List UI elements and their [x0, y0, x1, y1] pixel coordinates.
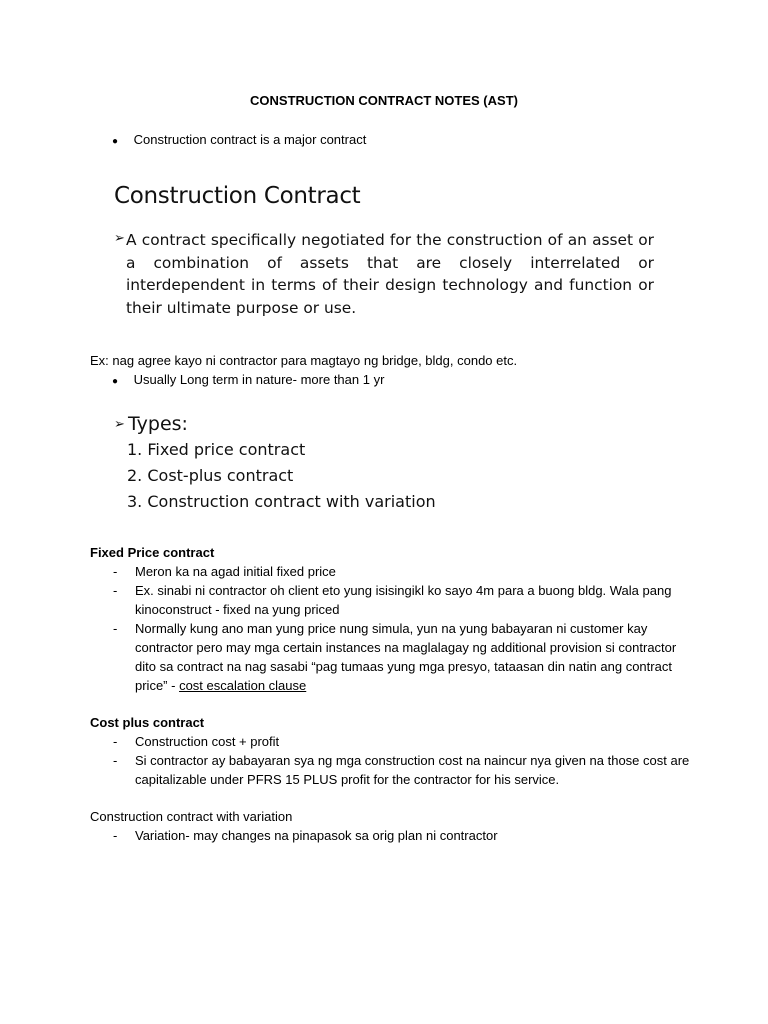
- dash-list: [90, 562, 690, 695]
- dash-list: [90, 732, 690, 789]
- list-item-text: Si contractor ay babayaran sya ng mga construction cost na naincur nya given na those cost are capitalizable under PFRS 15 PLUS profit for the contractor for his service.: [135, 753, 690, 787]
- section-title: Construction contract with variation: [90, 809, 293, 824]
- list-item: [90, 581, 690, 619]
- section-title: Fixed Price contract: [90, 545, 215, 560]
- list-item-text: Construction cost + profit: [135, 734, 280, 749]
- types-list: [114, 437, 534, 515]
- example-text: Ex: nag agree kayo ni contractor para magtayo ng bridge, bldg, condo etc.: [90, 353, 518, 368]
- fixed-price-section: [90, 543, 690, 695]
- list-item-text: Ex. sinabi ni contractor oh client eto yung isisingikl ko sayo 4m para a buong bldg. Wala pang kinoconstruct - fixed na yung priced: [135, 583, 672, 617]
- intro-bullet-text: Construction contract is a major contract: [133, 132, 367, 147]
- definition-point: [114, 229, 654, 319]
- document-title: CONSTRUCTION CONTRACT NOTES (AST): [250, 93, 518, 108]
- bullet-dot: ●: [112, 376, 119, 387]
- list-item: [90, 826, 690, 845]
- list-item: [90, 562, 690, 581]
- list-item-text: Variation- may changes na pinapasok sa orig plan ni contractor: [135, 828, 498, 843]
- cost-escalation-clause: cost escalation clause: [179, 678, 307, 693]
- dash-marker: -: [113, 621, 118, 636]
- types-list-item: 2. Cost-plus contract: [127, 466, 294, 485]
- example-bullet-item: [112, 370, 384, 391]
- types-slide: [114, 413, 534, 515]
- intro-bullet-item: [112, 130, 366, 151]
- example-bullet-text: Usually Long term in nature- more than 1 yr: [133, 372, 385, 387]
- types-list-item: 3. Construction contract with variation: [127, 492, 436, 511]
- list-item: [90, 619, 690, 695]
- cost-plus-section: [90, 713, 690, 789]
- types-heading: Types:: [128, 413, 188, 435]
- dash-marker: -: [113, 828, 118, 843]
- arrow-bullet-icon: ➢: [114, 417, 125, 432]
- slide-heading: Construction Contract: [114, 183, 361, 209]
- definition-text: A contract specifically negotiated for the construction of an asset or a combination of assets that are closely interrelated or interdependent in terms of their design technology and function or their ultimate purpose or use.: [126, 231, 654, 317]
- list-item-text: Meron ka na agad initial fixed price: [135, 564, 336, 579]
- dash-marker: -: [113, 564, 118, 579]
- list-item-text: Normally kung ano man yung price nung simula, yun na yung babayaran ni customer kay contractor pero may mga certain instances na maglalagay ng additional provision si contractor dito sa contract na nag sasabi “pag tumaas yung mga presyo, tataasan din natin ang contract price” -: [135, 621, 677, 693]
- dash-marker: -: [113, 583, 118, 598]
- section-title: Cost plus contract: [90, 715, 205, 730]
- arrow-bullet-icon: ➢: [114, 231, 125, 246]
- bullet-dot: ●: [112, 136, 119, 147]
- dash-marker: -: [113, 734, 118, 749]
- definition-slide: [114, 183, 654, 319]
- types-list-item: 1. Fixed price contract: [127, 440, 306, 459]
- list-item: [90, 751, 690, 789]
- dash-marker: -: [113, 753, 118, 768]
- types-point: [114, 413, 534, 435]
- list-item: [90, 732, 690, 751]
- dash-list: [90, 826, 690, 845]
- variation-section: [90, 807, 690, 845]
